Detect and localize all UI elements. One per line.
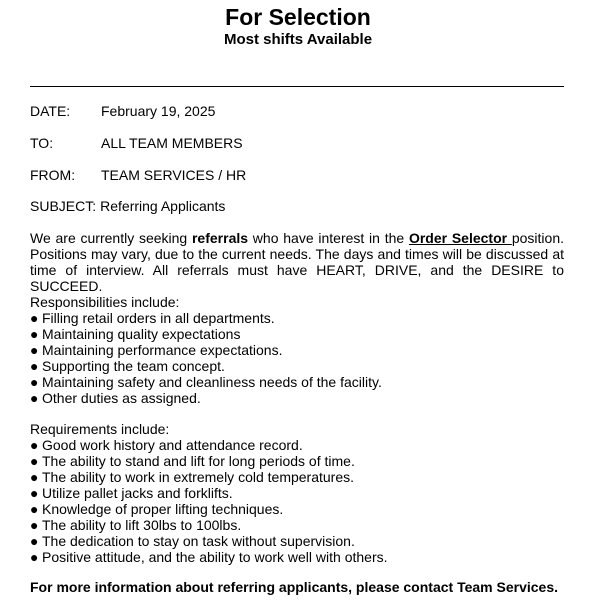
bullet-icon: ●: [30, 501, 39, 517]
intro-text-3: position. Positions may vary, due to the current needs. The days and times will be discussed at time of interview. All referrals must have HEART, DRIVE, and the DESIRE to SUCCEED.: [30, 230, 564, 294]
bullet-icon: ●: [30, 358, 39, 374]
list-item-text: Positive attitude, and the ability to work well with others.: [42, 549, 388, 565]
bullet-icon: ●: [30, 517, 39, 533]
list-item-text: Knowledge of proper lifting techniques.: [42, 501, 284, 517]
requirements-list: [30, 437, 570, 565]
bullet-icon: ●: [30, 374, 39, 390]
bullet-icon: ●: [30, 437, 39, 453]
list-item-text: Maintaining performance expectations.: [42, 342, 283, 358]
intro-referrals: referrals: [191, 230, 249, 246]
subject-value: Referring Applicants: [100, 198, 226, 214]
intro-position-name: Order Selector: [408, 230, 512, 246]
list-item-text: Good work history and attendance record.: [42, 437, 303, 453]
list-item-text: The ability to stand and lift for long periods of time.: [42, 453, 355, 469]
list-item: [30, 342, 570, 358]
list-item: [30, 517, 570, 533]
date-value: February 19, 2025: [101, 103, 216, 119]
bullet-icon: ●: [30, 485, 39, 501]
list-item-text: Utilize pallet jacks and forklifts.: [42, 485, 233, 501]
header-divider: [30, 86, 564, 87]
list-item-text: The ability to work in extremely cold temperatures.: [42, 469, 355, 485]
responsibilities-heading: Responsibilities include:: [30, 294, 180, 310]
list-item-text: The ability to lift 30lbs to 100lbs.: [42, 517, 242, 533]
list-item: [30, 437, 570, 453]
page-title: For Selection: [225, 4, 371, 30]
bullet-icon: ●: [30, 549, 39, 565]
to-label: TO:: [30, 135, 54, 151]
date-label: DATE:: [30, 103, 71, 119]
subject-field: [30, 198, 225, 215]
list-item: [30, 310, 570, 326]
list-item-text: The dedication to stay on task without supervision.: [42, 533, 355, 549]
list-item-text: Supporting the team concept.: [42, 358, 225, 374]
from-value: TEAM SERVICES / HR: [101, 167, 247, 183]
bullet-icon: ●: [30, 310, 39, 326]
bullet-icon: ●: [30, 533, 39, 549]
bullet-icon: ●: [30, 326, 39, 342]
contact-note: For more information about referring applicants, please contact Team Services.: [30, 579, 558, 595]
bullet-icon: ●: [30, 390, 39, 406]
list-item: [30, 358, 570, 374]
requirements-heading: Requirements include:: [30, 421, 170, 437]
list-item: [30, 549, 570, 565]
list-item-text: Filling retail orders in all departments.: [42, 310, 275, 326]
list-item: [30, 326, 570, 342]
from-label: FROM:: [30, 167, 76, 183]
list-item-text: Maintaining quality expectations: [42, 326, 241, 342]
list-item: [30, 485, 570, 501]
from-field: [30, 167, 246, 184]
responsibilities-list: [30, 310, 570, 406]
intro-paragraph: [30, 230, 564, 294]
list-item-text: Maintaining safety and cleanliness needs of the facility.: [42, 374, 382, 390]
list-item: [30, 501, 570, 517]
list-item: [30, 533, 570, 549]
subject-label: SUBJECT:: [30, 198, 97, 214]
responsibilities-section: [30, 294, 570, 406]
bullet-icon: ●: [30, 469, 39, 485]
to-field: [30, 135, 243, 152]
page-subtitle: Most shifts Available: [223, 31, 373, 48]
intro-text-1: We are currently seeking: [30, 230, 192, 246]
bullet-icon: ●: [30, 342, 39, 358]
to-value: ALL TEAM MEMBERS: [101, 135, 243, 151]
list-item-text: Other duties as assigned.: [42, 390, 201, 406]
bullet-icon: ●: [30, 453, 39, 469]
intro-text-2: who have interest in the: [248, 230, 409, 246]
list-item: [30, 374, 570, 390]
requirements-section: [30, 421, 570, 565]
list-item: [30, 469, 570, 485]
date-field: [30, 103, 215, 120]
list-item: [30, 390, 570, 406]
list-item: [30, 453, 570, 469]
